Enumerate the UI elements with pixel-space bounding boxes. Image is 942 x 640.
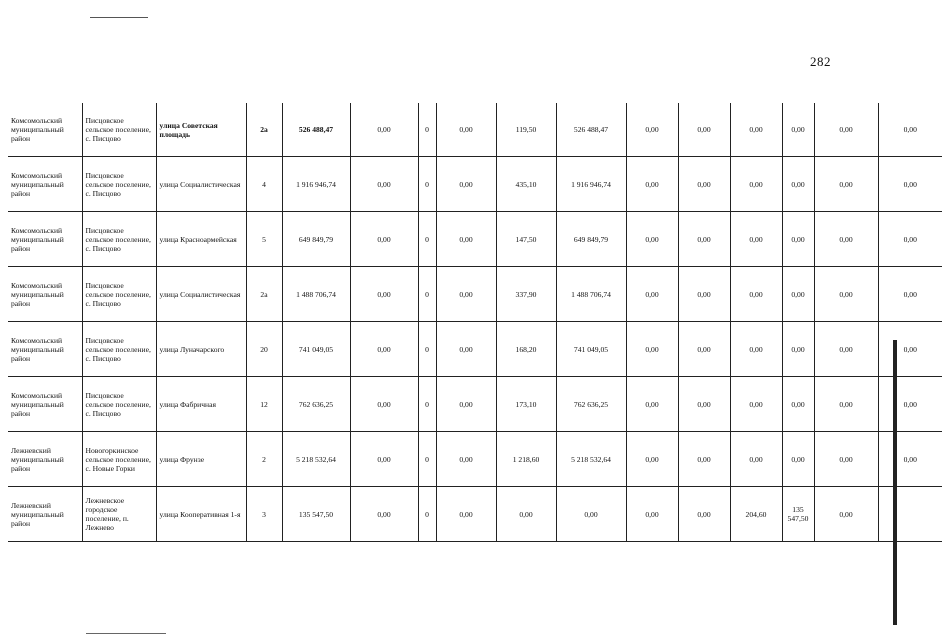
area-cell: 435,10 [496, 157, 556, 212]
value-cell: 0,00 [814, 432, 878, 487]
value-cell: 204,60 [730, 487, 782, 542]
value-cell: 0,00 [678, 267, 730, 322]
value-cell: 0,00 [350, 432, 418, 487]
value-cell: 0,00 [626, 377, 678, 432]
value-cell: 0,00 [436, 157, 496, 212]
value-cell: 0 [418, 322, 436, 377]
municipality-cell: Комсомольский муниципальный район [8, 267, 82, 322]
cost-cell: 649 849,79 [556, 212, 626, 267]
municipality-cell: Лежневский муниципальный район [8, 487, 82, 542]
area-cell: 173,10 [496, 377, 556, 432]
municipality-cell: Комсомольский муниципальный район [8, 322, 82, 377]
value-cell: 0,00 [678, 212, 730, 267]
value-cell: 0,00 [678, 322, 730, 377]
street-cell: улица Советская площадь [156, 103, 246, 157]
value-cell: 0,00 [436, 103, 496, 157]
value-cell: 0,00 [678, 157, 730, 212]
value-cell: 0,00 [814, 267, 878, 322]
value-cell: 0,00 [878, 103, 942, 157]
house-cell: 5 [246, 212, 282, 267]
total-cost-cell: 762 636,25 [282, 377, 350, 432]
table-row [8, 103, 942, 157]
area-cell: 168,20 [496, 322, 556, 377]
area-cell: 337,90 [496, 267, 556, 322]
value-cell: 0,00 [436, 212, 496, 267]
value-cell: 0,00 [814, 322, 878, 377]
value-cell: 0,00 [626, 212, 678, 267]
total-cost-cell: 135 547,50 [282, 487, 350, 542]
value-cell: 0,00 [782, 377, 814, 432]
page-number: 282 [810, 54, 831, 69]
value-cell: 0 [418, 432, 436, 487]
street-cell: улица Фрунзе [156, 432, 246, 487]
house-cell: 2 [246, 432, 282, 487]
settlement-cell: Новогоркинское сельское поселение, с. Новые Горки [82, 432, 156, 487]
table-row [8, 487, 942, 542]
settlement-cell: Писцовское сельское поселение, с. Писцово [82, 322, 156, 377]
value-cell [878, 487, 942, 542]
street-cell: улица Социалистическая [156, 267, 246, 322]
value-cell: 0,00 [782, 322, 814, 377]
value-cell: 0,00 [350, 377, 418, 432]
settlement-cell: Писцовское сельское поселение, с. Писцово [82, 103, 156, 157]
value-cell: 0 [418, 267, 436, 322]
table-row [8, 157, 942, 212]
settlement-cell: Писцовское сельское поселение, с. Писцово [82, 212, 156, 267]
street-cell: улица Кооперативная 1-я [156, 487, 246, 542]
value-cell: 0,00 [782, 212, 814, 267]
value-cell: 0 [418, 212, 436, 267]
house-cell: 20 [246, 322, 282, 377]
value-cell: 0,00 [350, 157, 418, 212]
value-cell: 0,00 [626, 322, 678, 377]
house-cell: 12 [246, 377, 282, 432]
total-cost-cell: 649 849,79 [282, 212, 350, 267]
cost-cell: 1 488 706,74 [556, 267, 626, 322]
value-cell: 0,00 [730, 377, 782, 432]
street-cell: улица Луначарского [156, 322, 246, 377]
value-cell: 0,00 [730, 322, 782, 377]
cost-cell: 1 916 946,74 [556, 157, 626, 212]
value-cell: 0,00 [436, 377, 496, 432]
value-cell: 0,00 [878, 267, 942, 322]
value-cell: 0,00 [878, 377, 942, 432]
municipality-cell: Комсомольский муниципальный район [8, 212, 82, 267]
value-cell: 0,00 [730, 157, 782, 212]
value-cell: 0,00 [626, 432, 678, 487]
table-row [8, 267, 942, 322]
value-cell: 0,00 [350, 322, 418, 377]
value-cell: 0,00 [730, 212, 782, 267]
value-cell: 0,00 [878, 432, 942, 487]
value-cell: 0,00 [730, 267, 782, 322]
value-cell: 0,00 [626, 157, 678, 212]
total-cost-cell: 1 488 706,74 [282, 267, 350, 322]
value-cell: 135 547,50 [782, 487, 814, 542]
area-cell: 0,00 [496, 487, 556, 542]
value-cell: 0,00 [350, 487, 418, 542]
value-cell: 0,00 [350, 267, 418, 322]
street-cell: улица Фабричная [156, 377, 246, 432]
settlement-cell: Лежневское городское поселение, п. Лежнево [82, 487, 156, 542]
value-cell: 0,00 [782, 432, 814, 487]
value-cell: 0,00 [814, 487, 878, 542]
cost-cell: 762 636,25 [556, 377, 626, 432]
value-cell: 0,00 [626, 487, 678, 542]
value-cell: 0,00 [878, 157, 942, 212]
value-cell: 0,00 [730, 432, 782, 487]
value-cell: 0,00 [436, 267, 496, 322]
value-cell: 0,00 [678, 103, 730, 157]
value-cell: 0,00 [678, 432, 730, 487]
value-cell: 0,00 [814, 212, 878, 267]
value-cell: 0,00 [730, 103, 782, 157]
value-cell: 0,00 [878, 212, 942, 267]
value-cell: 0,00 [782, 157, 814, 212]
value-cell: 0 [418, 103, 436, 157]
street-cell: улица Красноармейская [156, 212, 246, 267]
value-cell: 0,00 [814, 377, 878, 432]
cost-cell: 526 488,47 [556, 103, 626, 157]
value-cell: 0 [418, 377, 436, 432]
municipality-cell: Комсомольский муниципальный район [8, 103, 82, 157]
house-cell: 4 [246, 157, 282, 212]
area-cell: 147,50 [496, 212, 556, 267]
table-row [8, 212, 942, 267]
cost-cell: 0,00 [556, 487, 626, 542]
settlement-cell: Писцовское сельское поселение, с. Писцово [82, 377, 156, 432]
table-row [8, 377, 942, 432]
value-cell: 0 [418, 487, 436, 542]
scan-artifact-line [90, 17, 148, 18]
house-cell: 2а [246, 267, 282, 322]
total-cost-cell: 741 049,05 [282, 322, 350, 377]
value-cell: 0 [418, 157, 436, 212]
settlement-cell: Писцовское сельское поселение, с. Писцово [82, 267, 156, 322]
area-cell: 119,50 [496, 103, 556, 157]
housing-register-table [8, 103, 942, 542]
value-cell: 0,00 [436, 432, 496, 487]
municipality-cell: Лежневский муниципальный район [8, 432, 82, 487]
house-cell: 2а [246, 103, 282, 157]
value-cell: 0,00 [436, 322, 496, 377]
value-cell: 0,00 [878, 322, 942, 377]
value-cell: 0,00 [814, 103, 878, 157]
value-cell: 0,00 [626, 103, 678, 157]
table-row [8, 322, 942, 377]
value-cell: 0,00 [350, 103, 418, 157]
value-cell: 0,00 [350, 212, 418, 267]
cost-cell: 5 218 532,64 [556, 432, 626, 487]
value-cell: 0,00 [782, 267, 814, 322]
value-cell: 0,00 [814, 157, 878, 212]
street-cell: улица Социалистическая [156, 157, 246, 212]
municipality-cell: Комсомольский муниципальный район [8, 157, 82, 212]
value-cell: 0,00 [436, 487, 496, 542]
area-cell: 1 218,60 [496, 432, 556, 487]
cost-cell: 741 049,05 [556, 322, 626, 377]
table-row [8, 432, 942, 487]
settlement-cell: Писцовское сельское поселение, с. Писцово [82, 157, 156, 212]
value-cell: 0,00 [626, 267, 678, 322]
total-cost-cell: 5 218 532,64 [282, 432, 350, 487]
value-cell: 0,00 [782, 103, 814, 157]
house-cell: 3 [246, 487, 282, 542]
municipality-cell: Комсомольский муниципальный район [8, 377, 82, 432]
scan-artifact-line [86, 633, 166, 634]
scan-edge-shadow [893, 340, 897, 625]
total-cost-cell: 1 916 946,74 [282, 157, 350, 212]
value-cell: 0,00 [678, 487, 730, 542]
total-cost-cell: 526 488,47 [282, 103, 350, 157]
value-cell: 0,00 [678, 377, 730, 432]
